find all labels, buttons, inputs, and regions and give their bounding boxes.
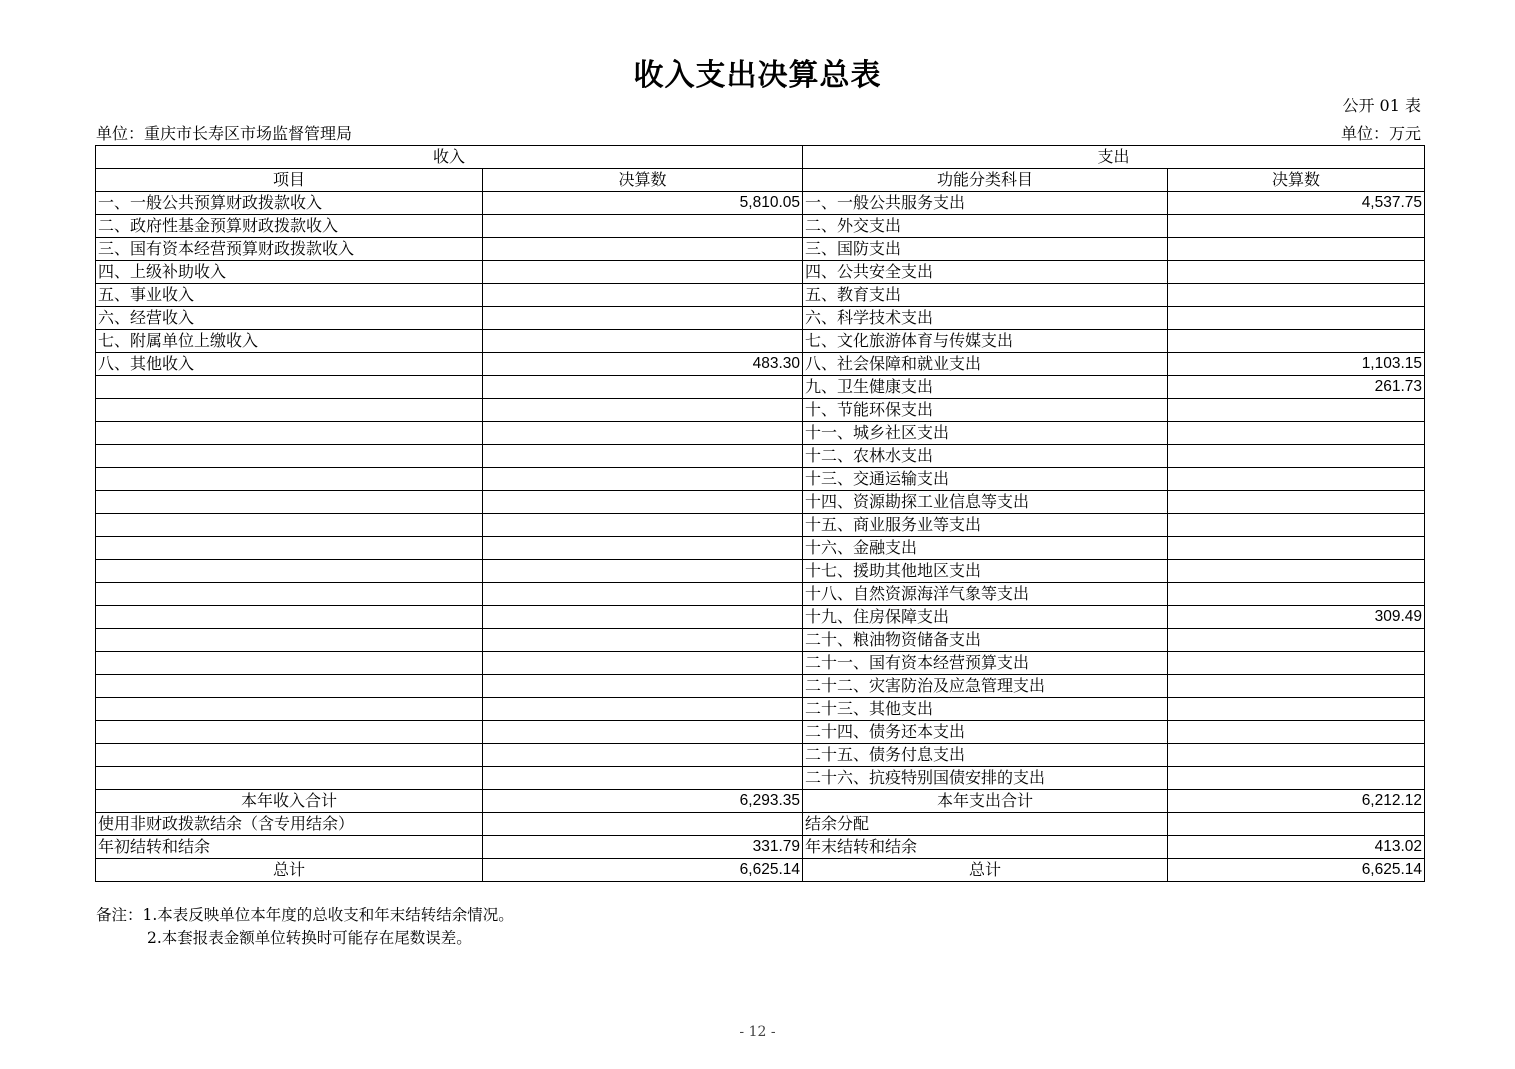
expense-amount-cell [1168, 445, 1425, 468]
expense-subtotal-amount: 6,212.12 [1168, 790, 1425, 813]
expense-item-cell: 一、一般公共服务支出 [803, 192, 1168, 215]
expense-item-cell: 九、卫生健康支出 [803, 376, 1168, 399]
expense-item-cell: 二十二、灾害防治及应急管理支出 [803, 675, 1168, 698]
subtotal-row [96, 790, 1425, 813]
income-expense-table [95, 145, 1425, 882]
income-item-cell [96, 721, 483, 744]
income-item-cell [96, 767, 483, 790]
expense-item-cell: 二十四、债务还本支出 [803, 721, 1168, 744]
expense-amount-cell [1168, 514, 1425, 537]
income-item-cell: 一、一般公共预算财政拨款收入 [96, 192, 483, 215]
table-row [96, 376, 1425, 399]
expense-total-amount: 6,625.14 [1168, 859, 1425, 882]
page-number: - 12 - [739, 1024, 776, 1040]
income-amount-cell [483, 422, 803, 445]
income-item-cell [96, 698, 483, 721]
income-item-cell: 五、事业收入 [96, 284, 483, 307]
income-item-cell: 二、政府性基金预算财政拨款收入 [96, 215, 483, 238]
income-item-cell: 三、国有资本经营预算财政拨款收入 [96, 238, 483, 261]
expense-item-cell: 八、社会保障和就业支出 [803, 353, 1168, 376]
table-row [96, 491, 1425, 514]
note-line-1: 备注：1.本表反映单位本年度的总收支和年末结转结余情况。 [96, 906, 514, 924]
expense-amount-cell: 413.02 [1168, 836, 1425, 859]
income-amount-cell [483, 813, 803, 836]
expense-amount-cell [1168, 468, 1425, 491]
table-row [96, 836, 1425, 859]
expense-amount-cell [1168, 675, 1425, 698]
table-row [96, 675, 1425, 698]
income-amount-cell [483, 307, 803, 330]
table-row [96, 307, 1425, 330]
expense-amount-cell [1168, 629, 1425, 652]
expense-amount-cell [1168, 583, 1425, 606]
income-amount-cell [483, 721, 803, 744]
col-header-amount-expense: 决算数 [1168, 169, 1425, 192]
table-row [96, 238, 1425, 261]
table-row [96, 767, 1425, 790]
table-row [96, 284, 1425, 307]
income-item-cell [96, 514, 483, 537]
expense-item-cell: 十一、城乡社区支出 [803, 422, 1168, 445]
expense-amount-cell [1168, 307, 1425, 330]
table-row [96, 468, 1425, 491]
form-number: 公开 01 表 [1342, 96, 1421, 115]
table-row [96, 192, 1425, 215]
currency-unit: 单位：万元 [1340, 124, 1421, 143]
income-item-cell [96, 445, 483, 468]
income-item-cell: 四、上级补助收入 [96, 261, 483, 284]
expense-amount-cell [1168, 261, 1425, 284]
income-item-cell: 使用非财政拨款结余（含专用结余） [96, 813, 483, 836]
income-amount-cell [483, 376, 803, 399]
income-item-cell [96, 675, 483, 698]
income-total-label: 总计 [96, 859, 483, 882]
expense-item-cell: 结余分配 [803, 813, 1168, 836]
column-header-row [96, 169, 1425, 192]
income-subtotal-amount: 6,293.35 [483, 790, 803, 813]
col-header-amount: 决算数 [483, 169, 803, 192]
expense-amount-cell [1168, 813, 1425, 836]
table-row [96, 744, 1425, 767]
expense-subtotal-label: 本年支出合计 [803, 790, 1168, 813]
group-header-row [96, 146, 1425, 169]
col-header-item: 项目 [96, 169, 483, 192]
expense-item-cell: 十二、农林水支出 [803, 445, 1168, 468]
table-row [96, 698, 1425, 721]
expense-amount-cell: 309.49 [1168, 606, 1425, 629]
expense-item-cell: 年末结转和结余 [803, 836, 1168, 859]
income-amount-cell [483, 238, 803, 261]
expense-item-cell: 十五、商业服务业等支出 [803, 514, 1168, 537]
income-amount-cell [483, 652, 803, 675]
expense-item-cell: 五、教育支出 [803, 284, 1168, 307]
expense-amount-cell: 1,103.15 [1168, 353, 1425, 376]
income-item-cell [96, 652, 483, 675]
income-amount-cell [483, 744, 803, 767]
expense-amount-cell [1168, 560, 1425, 583]
income-amount-cell: 5,810.05 [483, 192, 803, 215]
expense-amount-cell: 4,537.75 [1168, 192, 1425, 215]
table-row [96, 560, 1425, 583]
table-row [96, 652, 1425, 675]
expense-amount-cell [1168, 330, 1425, 353]
income-item-cell [96, 468, 483, 491]
expense-item-cell: 十六、金融支出 [803, 537, 1168, 560]
income-amount-cell [483, 537, 803, 560]
expense-amount-cell [1168, 537, 1425, 560]
expense-item-cell: 二、外交支出 [803, 215, 1168, 238]
income-amount-cell [483, 399, 803, 422]
income-amount-cell [483, 261, 803, 284]
expense-item-cell: 十四、资源勘探工业信息等支出 [803, 491, 1168, 514]
expense-amount-cell [1168, 744, 1425, 767]
expense-amount-cell [1168, 767, 1425, 790]
table-row [96, 813, 1425, 836]
income-item-cell [96, 422, 483, 445]
income-item-cell [96, 560, 483, 583]
income-amount-cell [483, 767, 803, 790]
col-header-function: 功能分类科目 [803, 169, 1168, 192]
income-item-cell [96, 376, 483, 399]
expense-item-cell: 六、科学技术支出 [803, 307, 1168, 330]
expense-item-cell: 三、国防支出 [803, 238, 1168, 261]
table-row [96, 629, 1425, 652]
note-line-2: 2.本套报表金额单位转换时可能存在尾数误差。 [147, 929, 472, 947]
table-row [96, 261, 1425, 284]
table-row [96, 445, 1425, 468]
income-item-cell [96, 629, 483, 652]
income-item-cell: 八、其他收入 [96, 353, 483, 376]
income-item-cell [96, 606, 483, 629]
table-row [96, 721, 1425, 744]
table-row [96, 514, 1425, 537]
expense-amount-cell: 261.73 [1168, 376, 1425, 399]
expense-total-label: 总计 [803, 859, 1168, 882]
income-amount-cell [483, 514, 803, 537]
expense-item-cell: 十八、自然资源海洋气象等支出 [803, 583, 1168, 606]
income-item-cell [96, 537, 483, 560]
expense-item-cell: 四、公共安全支出 [803, 261, 1168, 284]
notes [96, 904, 514, 950]
table-row [96, 215, 1425, 238]
expense-item-cell: 二十、粮油物资储备支出 [803, 629, 1168, 652]
income-amount-cell [483, 445, 803, 468]
income-subtotal-label: 本年收入合计 [96, 790, 483, 813]
expense-item-cell: 二十三、其他支出 [803, 698, 1168, 721]
table-row [96, 583, 1425, 606]
income-amount-cell [483, 583, 803, 606]
income-amount-cell [483, 629, 803, 652]
income-item-cell: 年初结转和结余 [96, 836, 483, 859]
table-row [96, 353, 1425, 376]
expense-amount-cell [1168, 215, 1425, 238]
income-total-amount: 6,625.14 [483, 859, 803, 882]
income-group-header: 收入 [96, 146, 803, 169]
income-amount-cell [483, 675, 803, 698]
organization-unit: 单位：重庆市长寿区市场监督管理局 [96, 124, 353, 143]
expense-amount-cell [1168, 284, 1425, 307]
expense-item-cell: 二十六、抗疫特别国债安排的支出 [803, 767, 1168, 790]
income-amount-cell [483, 284, 803, 307]
expense-item-cell: 十、节能环保支出 [803, 399, 1168, 422]
expense-item-cell: 二十五、债务付息支出 [803, 744, 1168, 767]
table-row [96, 422, 1425, 445]
table-row [96, 330, 1425, 353]
income-amount-cell [483, 491, 803, 514]
expense-amount-cell [1168, 422, 1425, 445]
expense-group-header: 支出 [803, 146, 1425, 169]
expense-item-cell: 十九、住房保障支出 [803, 606, 1168, 629]
income-amount-cell [483, 560, 803, 583]
expense-item-cell: 十七、援助其他地区支出 [803, 560, 1168, 583]
income-item-cell [96, 399, 483, 422]
income-item-cell: 六、经营收入 [96, 307, 483, 330]
income-amount-cell [483, 468, 803, 491]
income-item-cell: 七、附属单位上缴收入 [96, 330, 483, 353]
expense-item-cell: 七、文化旅游体育与传媒支出 [803, 330, 1168, 353]
income-amount-cell [483, 215, 803, 238]
income-item-cell [96, 744, 483, 767]
page-title: 收入支出决算总表 [633, 58, 882, 93]
expense-amount-cell [1168, 652, 1425, 675]
expense-amount-cell [1168, 238, 1425, 261]
expense-item-cell: 十三、交通运输支出 [803, 468, 1168, 491]
table-row [96, 606, 1425, 629]
expense-amount-cell [1168, 491, 1425, 514]
income-amount-cell [483, 330, 803, 353]
income-item-cell [96, 491, 483, 514]
expense-item-cell: 二十一、国有资本经营预算支出 [803, 652, 1168, 675]
table-row [96, 399, 1425, 422]
income-amount-cell: 331.79 [483, 836, 803, 859]
income-amount-cell [483, 698, 803, 721]
income-item-cell [96, 583, 483, 606]
income-amount-cell: 483.30 [483, 353, 803, 376]
table-row [96, 537, 1425, 560]
income-amount-cell [483, 606, 803, 629]
expense-amount-cell [1168, 399, 1425, 422]
expense-amount-cell [1168, 721, 1425, 744]
total-row [96, 859, 1425, 882]
expense-amount-cell [1168, 698, 1425, 721]
